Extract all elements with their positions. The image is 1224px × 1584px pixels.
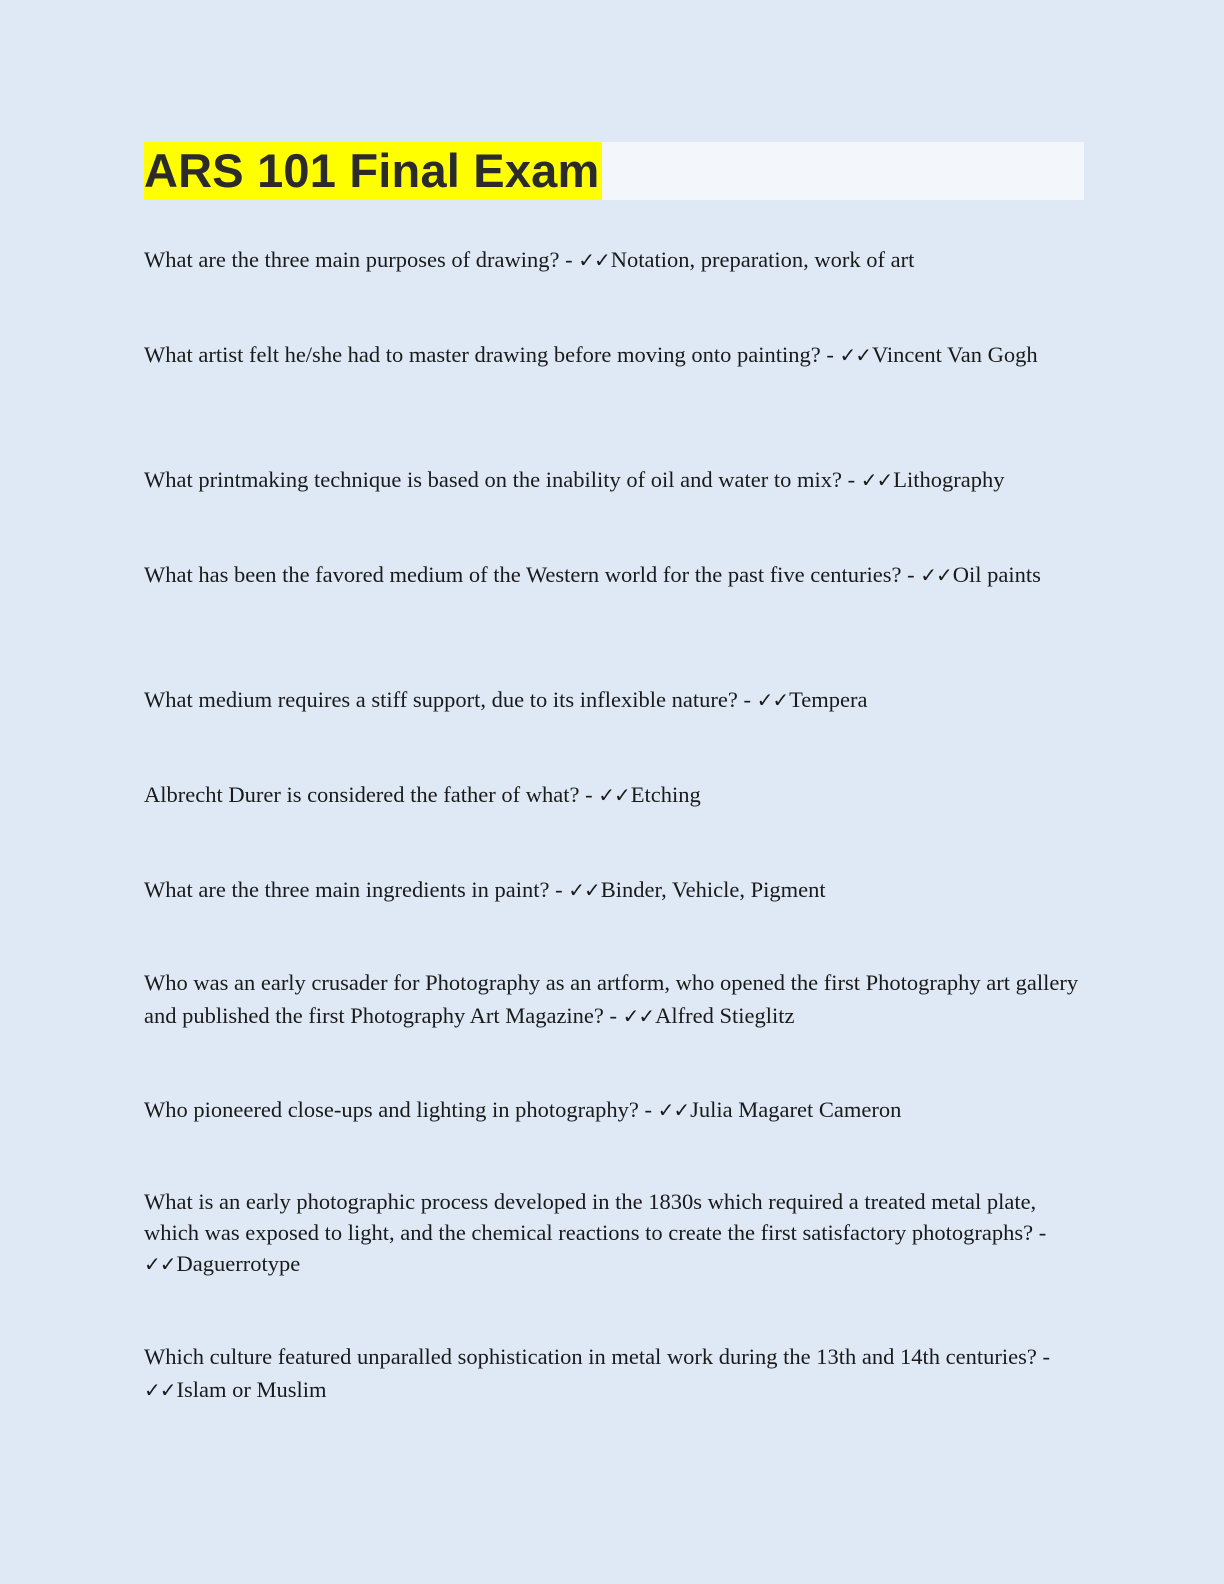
question-text: What medium requires a stiff support, due to its inflexible nature? <box>144 687 738 712</box>
question-text: What artist felt he/she had to master drawing before moving onto painting? <box>144 342 821 367</box>
check-icon: ✓✓ <box>657 1098 690 1122</box>
separator: - <box>1033 1220 1047 1245</box>
question-text: What printmaking technique is based on the inability of oil and water to mix? <box>144 467 842 492</box>
check-icon: ✓✓ <box>144 1252 176 1276</box>
check-icon: ✓✓ <box>839 343 871 367</box>
qa-item-2 <box>144 339 1084 371</box>
separator: - <box>559 247 579 272</box>
question-text: Albrecht Durer is considered the father of what? <box>144 782 580 807</box>
answer-text: Julia Magaret Cameron <box>690 1097 902 1122</box>
answer-text: Binder, Vehicle, Pigment <box>600 877 826 902</box>
separator: - <box>603 1003 623 1028</box>
qa-item-1 <box>144 244 1084 276</box>
check-icon: ✓✓ <box>144 1378 176 1402</box>
question-text: What are the three main purposes of drawing? <box>144 247 560 272</box>
answer-text: Vincent Van Gogh <box>871 342 1038 367</box>
title-bar <box>144 142 1084 200</box>
question-text: Which culture featured unparalled sophistication in metal work during the 13th and 14th centuries? <box>144 1344 1037 1369</box>
check-icon: ✓✓ <box>598 783 630 807</box>
qa-item-4 <box>144 559 1084 591</box>
separator: - <box>820 342 840 367</box>
qa-item-5 <box>144 684 1084 716</box>
separator: - <box>841 467 861 492</box>
check-icon: ✓✓ <box>756 688 789 712</box>
qa-item-9 <box>144 1094 1084 1126</box>
separator: - <box>579 782 599 807</box>
separator: - <box>549 877 569 902</box>
question-text: Who was an early crusader for Photography as an artform, who opened the first Photography art gallery and published the first Photography Art Magazine? <box>144 970 1079 1028</box>
qa-item-11 <box>144 1340 1084 1407</box>
separator: - <box>737 687 757 712</box>
answer-text: Etching <box>630 782 701 807</box>
question-text: Who pioneered close-ups and lighting in photography? <box>144 1097 639 1122</box>
answer-text: Oil paints <box>952 562 1041 587</box>
page-title: ARS 101 Final Exam <box>144 142 602 200</box>
answer-text: Islam or Muslim <box>176 1377 327 1402</box>
question-text: What has been the favored medium of the Western world for the past five centuries? <box>144 562 902 587</box>
check-icon: ✓✓ <box>568 878 600 902</box>
separator: - <box>901 562 921 587</box>
answer-text: Alfred Stieglitz <box>655 1003 795 1028</box>
question-text: What are the three main ingredients in paint? <box>144 877 550 902</box>
separator: - <box>638 1097 658 1122</box>
check-icon: ✓✓ <box>920 563 952 587</box>
answer-text: Tempera <box>789 687 868 712</box>
qa-item-8 <box>144 966 1084 1033</box>
separator: - <box>1036 1344 1050 1369</box>
answer-text: Notation, preparation, work of art <box>610 247 915 272</box>
qa-item-6 <box>144 779 1084 811</box>
qa-item-3 <box>144 464 1084 496</box>
answer-text: Daguerrotype <box>176 1251 301 1276</box>
answer-text: Lithography <box>893 467 1005 492</box>
check-icon: ✓✓ <box>622 1004 655 1028</box>
qa-item-7 <box>144 874 1084 906</box>
question-text: What is an early photographic process developed in the 1830s which required a treated metal plate, which was exposed to light, and the chemical reactions to create the first satisfactory photographs? <box>144 1189 1037 1245</box>
check-icon: ✓✓ <box>578 248 610 272</box>
check-icon: ✓✓ <box>860 468 893 492</box>
qa-item-10 <box>144 1186 1084 1280</box>
